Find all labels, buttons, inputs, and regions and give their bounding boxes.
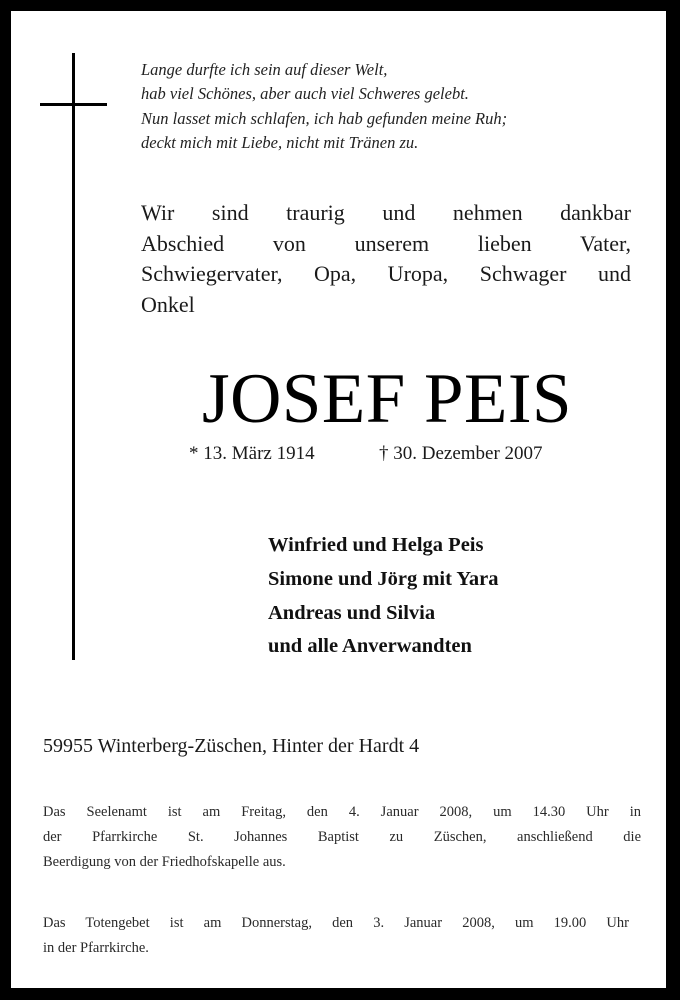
life-dates [189,441,543,467]
requiem-info [43,800,641,874]
memorial-poem [141,58,507,155]
poem-line: hab viel Schönes, aber auch viel Schweres gelebt. [141,84,469,104]
prayer-line: Das Totengebet ist am Donnerstag, den 3. Januar 2008, um 19.00 Uhr [43,915,629,931]
prayer-info [43,911,629,961]
mourner-entry: Winfried und Helga Peis [268,534,484,556]
poem-line: deckt mich mit Liebe, nicht mit Tränen zu. [141,132,419,152]
mourners-list [268,529,498,664]
statement-line: Schwiegervater, Opa, Uropa, Schwager und [141,261,631,286]
birth-date: * 13. März 1914 [189,443,315,464]
death-date: † 30. Dezember 2007 [379,443,543,464]
statement-line: Abschied von unserem lieben Vater, [141,230,631,256]
mourner-entry: Simone und Jörg mit Yara [268,567,499,590]
requiem-line: Das Seelenamt ist am Freitag, den 4. Januar 2008, um 14.30 Uhr in [43,804,641,820]
mourner-entry: und alle Anverwandten [268,635,472,658]
family-address: 59955 Winterberg-Züschen, Hinter der Hardt 4 [43,735,420,757]
cross-vertical-bar [72,53,75,660]
requiem-line: Beerdigung von der Friedhofskapelle aus. [43,853,286,870]
deceased-name: JOSEF PEIS [202,360,572,438]
obituary-card [11,11,666,988]
statement-line: Onkel [141,291,195,317]
poem-line: Nun lasset mich schlafen, ich hab gefunden meine Ruh; [141,108,508,128]
statement-line: Wir sind traurig und nehmen dankbar [141,200,631,225]
requiem-line: der Pfarrkirche St. Johannes Baptist zu Züschen, anschließend die [43,828,641,845]
prayer-line: in der Pfarrkirche. [43,939,149,956]
mourner-entry: Andreas und Silvia [268,601,436,624]
poem-line: Lange durfte ich sein auf dieser Welt, [141,60,388,79]
farewell-statement [141,198,631,320]
cross-horizontal-bar [40,103,107,106]
